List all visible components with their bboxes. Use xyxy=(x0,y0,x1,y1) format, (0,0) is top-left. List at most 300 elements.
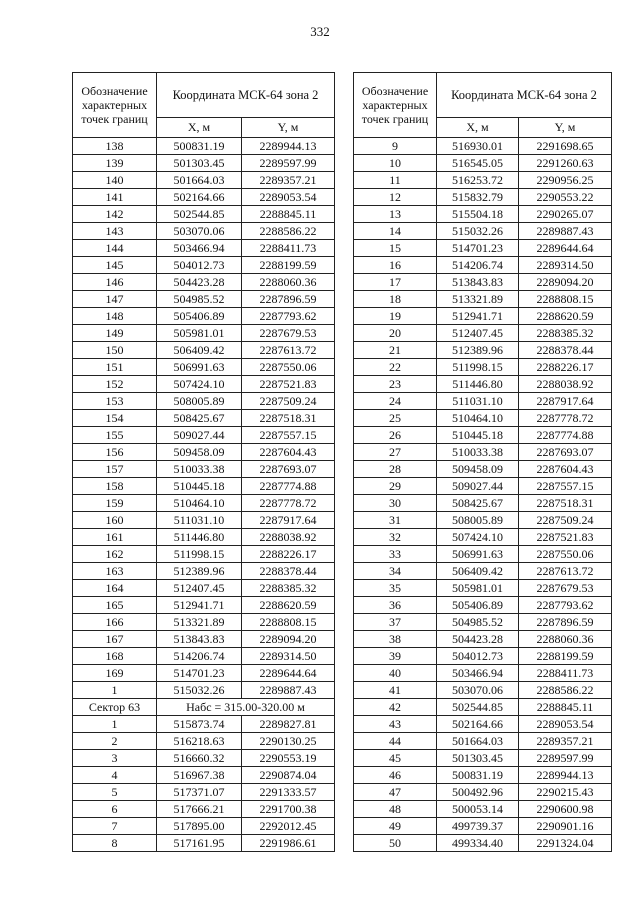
cell-point: 28 xyxy=(354,461,437,478)
cell-x: 509458.09 xyxy=(437,461,519,478)
cell-point: 160 xyxy=(73,512,157,529)
table-row xyxy=(354,325,612,342)
cell-point: 161 xyxy=(73,529,157,546)
cell-point: 164 xyxy=(73,580,157,597)
header-coordinate-system: Координата МСК-64 зона 2 xyxy=(157,73,335,118)
header-x: X, м xyxy=(437,118,519,138)
cell-x: 500831.19 xyxy=(437,767,519,784)
cell-point: 38 xyxy=(354,631,437,648)
cell-point: 4 xyxy=(73,767,157,784)
cell-x: 504012.73 xyxy=(437,648,519,665)
cell-y: 2287521.83 xyxy=(242,376,335,393)
cell-point: 43 xyxy=(354,716,437,733)
table-row xyxy=(354,648,612,665)
cell-point: 20 xyxy=(354,325,437,342)
cell-y: 2288226.17 xyxy=(519,359,612,376)
cell-x: 511446.80 xyxy=(437,376,519,393)
cell-y: 2287518.31 xyxy=(519,495,612,512)
cell-x: 511031.10 xyxy=(437,393,519,410)
cell-x: 506991.63 xyxy=(437,546,519,563)
cell-x: 512941.71 xyxy=(437,308,519,325)
table-row xyxy=(73,512,335,529)
cell-point: 149 xyxy=(73,325,157,342)
sector-elevation: Набс = 315.00-320.00 м xyxy=(157,699,335,716)
cell-point: 163 xyxy=(73,563,157,580)
table-row xyxy=(354,461,612,478)
table-row xyxy=(354,393,612,410)
cell-x: 504423.28 xyxy=(437,631,519,648)
table-row xyxy=(354,631,612,648)
cell-y: 2291700.38 xyxy=(242,801,335,818)
cell-y: 2290265.07 xyxy=(519,206,612,223)
cell-x: 512389.96 xyxy=(437,342,519,359)
cell-y: 2288378.44 xyxy=(519,342,612,359)
table-row xyxy=(354,410,612,427)
cell-y: 2287509.24 xyxy=(519,512,612,529)
cell-y: 2288586.22 xyxy=(242,223,335,240)
cell-y: 2287550.06 xyxy=(519,546,612,563)
cell-y: 2287793.62 xyxy=(242,308,335,325)
cell-point: 148 xyxy=(73,308,157,325)
sector-row xyxy=(73,699,335,716)
cell-point: 15 xyxy=(354,240,437,257)
table-row xyxy=(354,614,612,631)
table-row xyxy=(354,444,612,461)
table-row xyxy=(73,393,335,410)
cell-y: 2289597.99 xyxy=(242,155,335,172)
cell-x: 511031.10 xyxy=(157,512,242,529)
cell-point: 147 xyxy=(73,291,157,308)
cell-x: 515873.74 xyxy=(157,716,242,733)
cell-point: 151 xyxy=(73,359,157,376)
cell-x: 511446.80 xyxy=(157,529,242,546)
cell-x: 501664.03 xyxy=(157,172,242,189)
cell-point: 6 xyxy=(73,801,157,818)
cell-y: 2291333.57 xyxy=(242,784,335,801)
sector-label: Сектор 63 xyxy=(73,699,157,716)
cell-x: 517161.95 xyxy=(157,835,242,852)
table-row xyxy=(73,580,335,597)
header-y: Y, м xyxy=(242,118,335,138)
left-table-body xyxy=(73,138,335,699)
table-row xyxy=(354,529,612,546)
cell-y: 2288038.92 xyxy=(519,376,612,393)
cell-x: 516545.05 xyxy=(437,155,519,172)
cell-x: 508005.89 xyxy=(157,393,242,410)
table-row xyxy=(73,750,335,767)
cell-x: 510464.10 xyxy=(437,410,519,427)
table-row xyxy=(354,580,612,597)
table-row xyxy=(73,342,335,359)
table-row xyxy=(354,138,612,155)
cell-point: 167 xyxy=(73,631,157,648)
table-row xyxy=(354,546,612,563)
cell-x: 515032.26 xyxy=(437,223,519,240)
table-row xyxy=(73,801,335,818)
cell-x: 509458.09 xyxy=(157,444,242,461)
cell-x: 506409.42 xyxy=(157,342,242,359)
cell-point: 50 xyxy=(354,835,437,852)
cell-y: 2291324.04 xyxy=(519,835,612,852)
table-row xyxy=(354,835,612,852)
cell-point: 45 xyxy=(354,750,437,767)
cell-y: 2290600.98 xyxy=(519,801,612,818)
cell-x: 509027.44 xyxy=(437,478,519,495)
cell-point: 49 xyxy=(354,818,437,835)
cell-y: 2287604.43 xyxy=(519,461,612,478)
cell-y: 2288586.22 xyxy=(519,682,612,699)
cell-x: 512407.45 xyxy=(437,325,519,342)
table-row xyxy=(73,597,335,614)
cell-point: 30 xyxy=(354,495,437,512)
cell-point: 27 xyxy=(354,444,437,461)
cell-point: 5 xyxy=(73,784,157,801)
cell-point: 34 xyxy=(354,563,437,580)
table-row xyxy=(354,750,612,767)
table-row xyxy=(73,495,335,512)
header-y: Y, м xyxy=(519,118,612,138)
left-table-sector-body xyxy=(73,716,335,852)
cell-y: 2289094.20 xyxy=(519,274,612,291)
table-row xyxy=(354,495,612,512)
cell-point: 36 xyxy=(354,597,437,614)
cell-point: 166 xyxy=(73,614,157,631)
cell-point: 1 xyxy=(73,716,157,733)
cell-x: 516218.63 xyxy=(157,733,242,750)
cell-y: 2291698.65 xyxy=(519,138,612,155)
cell-x: 502544.85 xyxy=(437,699,519,716)
cell-y: 2291260.63 xyxy=(519,155,612,172)
cell-y: 2291986.61 xyxy=(242,835,335,852)
cell-y: 2287679.53 xyxy=(519,580,612,597)
cell-x: 505981.01 xyxy=(157,325,242,342)
table-row xyxy=(73,359,335,376)
cell-y: 2287778.72 xyxy=(242,495,335,512)
table-row xyxy=(354,342,612,359)
cell-x: 508005.89 xyxy=(437,512,519,529)
cell-point: 142 xyxy=(73,206,157,223)
cell-y: 2287604.43 xyxy=(242,444,335,461)
table-row xyxy=(73,631,335,648)
cell-x: 515504.18 xyxy=(437,206,519,223)
table-row xyxy=(354,767,612,784)
cell-point: 140 xyxy=(73,172,157,189)
cell-x: 513321.89 xyxy=(157,614,242,631)
table-row xyxy=(73,733,335,750)
cell-x: 510445.18 xyxy=(157,478,242,495)
table-row xyxy=(354,206,612,223)
cell-x: 513321.89 xyxy=(437,291,519,308)
table-row xyxy=(73,835,335,852)
cell-y: 2289314.50 xyxy=(519,257,612,274)
cell-point: 154 xyxy=(73,410,157,427)
cell-x: 506991.63 xyxy=(157,359,242,376)
cell-point: 153 xyxy=(73,393,157,410)
cell-x: 516660.32 xyxy=(157,750,242,767)
cell-y: 2289053.54 xyxy=(242,189,335,206)
cell-x: 514206.74 xyxy=(157,648,242,665)
cell-y: 2287557.15 xyxy=(519,478,612,495)
table-row xyxy=(73,172,335,189)
cell-y: 2289053.54 xyxy=(519,716,612,733)
table-row xyxy=(354,189,612,206)
cell-y: 2288038.92 xyxy=(242,529,335,546)
cell-point: 158 xyxy=(73,478,157,495)
cell-x: 510033.38 xyxy=(157,461,242,478)
cell-point: 12 xyxy=(354,189,437,206)
table-row xyxy=(73,784,335,801)
cell-y: 2287917.64 xyxy=(519,393,612,410)
table-row xyxy=(73,308,335,325)
cell-point: 8 xyxy=(73,835,157,852)
cell-y: 2288199.59 xyxy=(519,648,612,665)
cell-y: 2288620.59 xyxy=(519,308,612,325)
cell-x: 500053.14 xyxy=(437,801,519,818)
table-row xyxy=(73,189,335,206)
cell-y: 2290553.19 xyxy=(242,750,335,767)
table-row xyxy=(354,716,612,733)
cell-y: 2288060.36 xyxy=(242,274,335,291)
cell-point: 40 xyxy=(354,665,437,682)
table-row xyxy=(73,546,335,563)
cell-x: 503070.06 xyxy=(157,223,242,240)
table-row xyxy=(73,818,335,835)
cell-y: 2287793.62 xyxy=(519,597,612,614)
table-row xyxy=(73,478,335,495)
table-row xyxy=(73,563,335,580)
cell-y: 2288199.59 xyxy=(242,257,335,274)
cell-y: 2288808.15 xyxy=(519,291,612,308)
cell-point: 44 xyxy=(354,733,437,750)
cell-y: 2287917.64 xyxy=(242,512,335,529)
table-row xyxy=(73,614,335,631)
header-point-designation: Обозначение характерных точек границ xyxy=(73,73,157,138)
cell-y: 2287550.06 xyxy=(242,359,335,376)
cell-y: 2289944.13 xyxy=(519,767,612,784)
cell-y: 2287693.07 xyxy=(519,444,612,461)
cell-x: 517371.07 xyxy=(157,784,242,801)
cell-point: 24 xyxy=(354,393,437,410)
cell-x: 517666.21 xyxy=(157,801,242,818)
table-row xyxy=(73,716,335,733)
table-row xyxy=(354,818,612,835)
cell-point: 25 xyxy=(354,410,437,427)
cell-point: 150 xyxy=(73,342,157,359)
cell-x: 511998.15 xyxy=(157,546,242,563)
cell-y: 2287557.15 xyxy=(242,427,335,444)
table-row xyxy=(73,138,335,155)
cell-x: 504985.52 xyxy=(437,614,519,631)
cell-x: 504423.28 xyxy=(157,274,242,291)
cell-y: 2288226.17 xyxy=(242,546,335,563)
cell-x: 505981.01 xyxy=(437,580,519,597)
cell-point: 32 xyxy=(354,529,437,546)
table-row xyxy=(354,784,612,801)
cell-x: 516967.38 xyxy=(157,767,242,784)
cell-point: 3 xyxy=(73,750,157,767)
cell-y: 2289357.21 xyxy=(519,733,612,750)
cell-point: 1 xyxy=(73,682,157,699)
cell-point: 31 xyxy=(354,512,437,529)
cell-point: 42 xyxy=(354,699,437,716)
cell-x: 503466.94 xyxy=(157,240,242,257)
cell-point: 14 xyxy=(354,223,437,240)
cell-x: 500831.19 xyxy=(157,138,242,155)
cell-point: 169 xyxy=(73,665,157,682)
cell-y: 2287774.88 xyxy=(242,478,335,495)
cell-y: 2288385.32 xyxy=(242,580,335,597)
cell-x: 501664.03 xyxy=(437,733,519,750)
table-row xyxy=(73,223,335,240)
cell-point: 7 xyxy=(73,818,157,835)
cell-point: 145 xyxy=(73,257,157,274)
cell-y: 2287896.59 xyxy=(242,291,335,308)
cell-x: 510033.38 xyxy=(437,444,519,461)
cell-point: 17 xyxy=(354,274,437,291)
cell-point: 139 xyxy=(73,155,157,172)
page-number: 332 xyxy=(310,24,330,39)
cell-y: 2287693.07 xyxy=(242,461,335,478)
cell-y: 2287521.83 xyxy=(519,529,612,546)
cell-y: 2287509.24 xyxy=(242,393,335,410)
cell-y: 2288808.15 xyxy=(242,614,335,631)
cell-x: 507424.10 xyxy=(437,529,519,546)
cell-y: 2289944.13 xyxy=(242,138,335,155)
cell-y: 2287613.72 xyxy=(242,342,335,359)
cell-y: 2287518.31 xyxy=(242,410,335,427)
cell-point: 9 xyxy=(354,138,437,155)
table-row xyxy=(73,257,335,274)
cell-point: 162 xyxy=(73,546,157,563)
cell-point: 35 xyxy=(354,580,437,597)
cell-x: 513843.83 xyxy=(437,274,519,291)
table-row xyxy=(73,767,335,784)
cell-y: 2288845.11 xyxy=(519,699,612,716)
cell-x: 507424.10 xyxy=(157,376,242,393)
cell-point: 48 xyxy=(354,801,437,818)
cell-point: 152 xyxy=(73,376,157,393)
cell-x: 515832.79 xyxy=(437,189,519,206)
cell-x: 510464.10 xyxy=(157,495,242,512)
cell-point: 159 xyxy=(73,495,157,512)
cell-point: 23 xyxy=(354,376,437,393)
cell-y: 2289597.99 xyxy=(519,750,612,767)
cell-point: 156 xyxy=(73,444,157,461)
cell-x: 508425.67 xyxy=(437,495,519,512)
cell-point: 41 xyxy=(354,682,437,699)
cell-point: 11 xyxy=(354,172,437,189)
table-row xyxy=(73,155,335,172)
cell-x: 514701.23 xyxy=(157,665,242,682)
cell-y: 2290553.22 xyxy=(519,189,612,206)
table-row xyxy=(354,801,612,818)
cell-y: 2288378.44 xyxy=(242,563,335,580)
cell-y: 2287679.53 xyxy=(242,325,335,342)
header-point-designation: Обозначение характерных точек границ xyxy=(354,73,437,138)
cell-y: 2288845.11 xyxy=(242,206,335,223)
cell-x: 499334.40 xyxy=(437,835,519,852)
cell-x: 503466.94 xyxy=(437,665,519,682)
cell-y: 2288385.32 xyxy=(519,325,612,342)
coordinates-table-right xyxy=(353,72,612,852)
cell-point: 21 xyxy=(354,342,437,359)
table-row xyxy=(73,444,335,461)
table-row xyxy=(354,223,612,240)
cell-y: 2287778.72 xyxy=(519,410,612,427)
table-row xyxy=(354,257,612,274)
cell-y: 2292012.45 xyxy=(242,818,335,835)
table-row xyxy=(354,478,612,495)
cell-x: 512389.96 xyxy=(157,563,242,580)
table-row xyxy=(73,648,335,665)
header-coordinate-system: Координата МСК-64 зона 2 xyxy=(437,73,612,118)
cell-x: 502544.85 xyxy=(157,206,242,223)
cell-y: 2289644.64 xyxy=(242,665,335,682)
cell-point: 138 xyxy=(73,138,157,155)
cell-point: 168 xyxy=(73,648,157,665)
cell-y: 2289094.20 xyxy=(242,631,335,648)
cell-y: 2289314.50 xyxy=(242,648,335,665)
cell-point: 2 xyxy=(73,733,157,750)
cell-y: 2290215.43 xyxy=(519,784,612,801)
cell-x: 504012.73 xyxy=(157,257,242,274)
cell-y: 2287613.72 xyxy=(519,563,612,580)
cell-y: 2289827.81 xyxy=(242,716,335,733)
table-row xyxy=(354,291,612,308)
cell-x: 502164.66 xyxy=(157,189,242,206)
cell-point: 18 xyxy=(354,291,437,308)
table-row xyxy=(73,376,335,393)
cell-x: 513843.83 xyxy=(157,631,242,648)
table-row xyxy=(354,512,612,529)
cell-y: 2290874.04 xyxy=(242,767,335,784)
cell-x: 510445.18 xyxy=(437,427,519,444)
table-row xyxy=(73,240,335,257)
table-row xyxy=(73,665,335,682)
cell-x: 509027.44 xyxy=(157,427,242,444)
cell-x: 502164.66 xyxy=(437,716,519,733)
cell-point: 10 xyxy=(354,155,437,172)
cell-x: 506409.42 xyxy=(437,563,519,580)
cell-x: 511998.15 xyxy=(437,359,519,376)
cell-point: 13 xyxy=(354,206,437,223)
table-row xyxy=(354,682,612,699)
cell-x: 501303.45 xyxy=(437,750,519,767)
cell-y: 2288411.73 xyxy=(519,665,612,682)
cell-y: 2288620.59 xyxy=(242,597,335,614)
cell-x: 516930.01 xyxy=(437,138,519,155)
cell-y: 2290901.16 xyxy=(519,818,612,835)
cell-y: 2289887.43 xyxy=(242,682,335,699)
table-row xyxy=(354,563,612,580)
cell-point: 155 xyxy=(73,427,157,444)
table-row xyxy=(354,376,612,393)
cell-point: 144 xyxy=(73,240,157,257)
table-row xyxy=(354,274,612,291)
table-row xyxy=(354,733,612,750)
cell-y: 2290130.25 xyxy=(242,733,335,750)
cell-x: 517895.00 xyxy=(157,818,242,835)
cell-y: 2288060.36 xyxy=(519,631,612,648)
cell-x: 501303.45 xyxy=(157,155,242,172)
cell-x: 505406.89 xyxy=(437,597,519,614)
table-row xyxy=(354,699,612,716)
cell-point: 157 xyxy=(73,461,157,478)
cell-point: 19 xyxy=(354,308,437,325)
table-row xyxy=(354,172,612,189)
cell-point: 37 xyxy=(354,614,437,631)
cell-x: 505406.89 xyxy=(157,308,242,325)
